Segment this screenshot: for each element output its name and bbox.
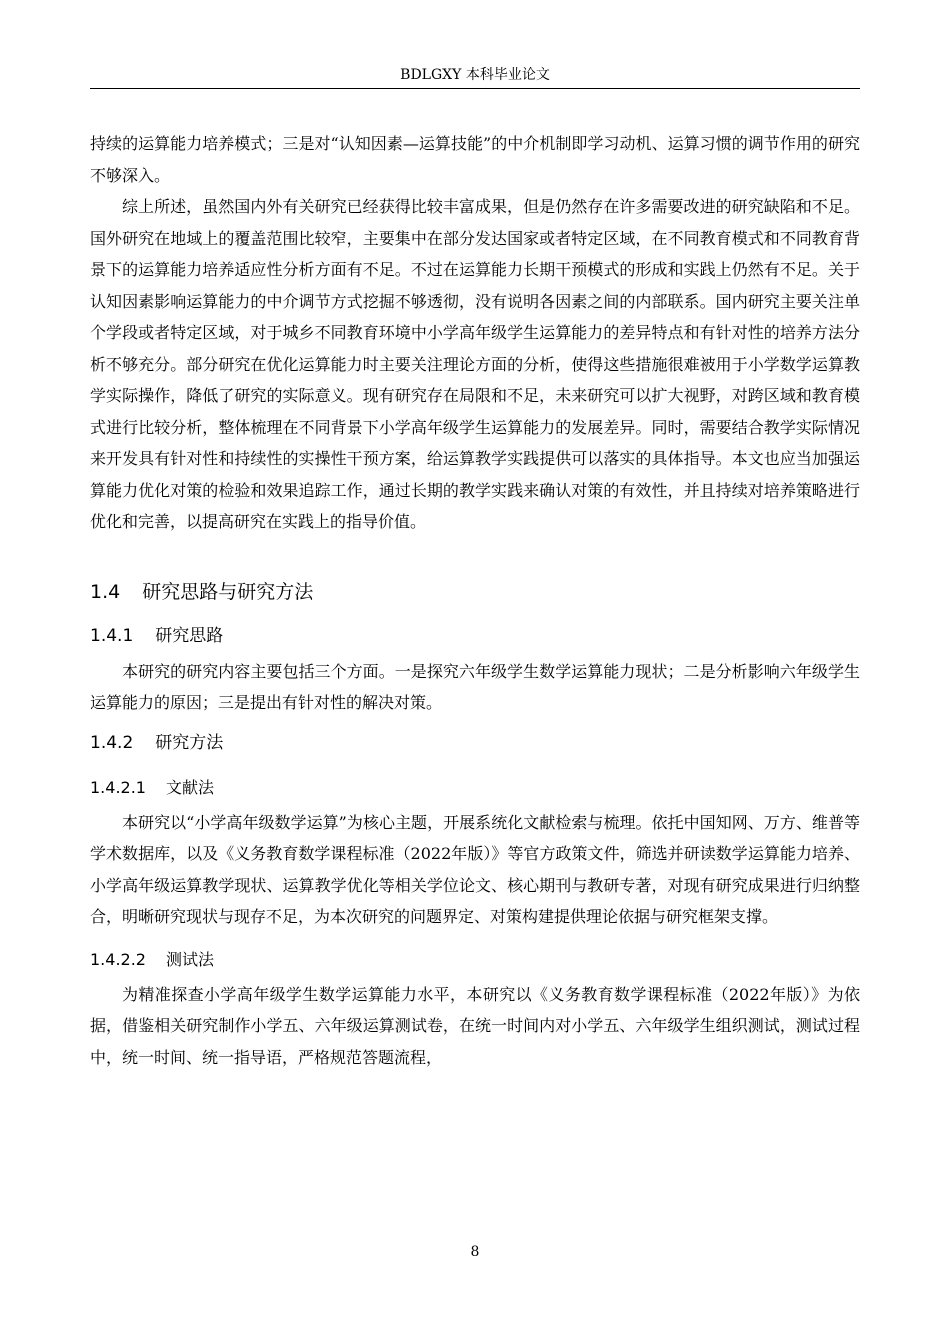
- section-number: 1.4.2.2: [90, 949, 146, 969]
- section-title: 文献法: [165, 777, 214, 797]
- section-number: 1.4.1: [90, 625, 134, 646]
- section-heading-1-4-2-2: [90, 943, 860, 977]
- section-number: 1.4.2: [90, 732, 134, 753]
- paragraph-literature-method: 本研究以“小学高年级数学运算”为核心主题，开展系统化文献检索与梳理。依托中国知网、万方、维普等学术数据库，以及《义务教育数学课程标准（2022年版）》等官方政策文件，筛选并研读数学运算能力培养、小学高年级运算教学现状、运算教学优化等相关学位论文、核心期刊与教研专著，对现有研究成果进行归纳整合，明晰研究现状与现存不足，为本次研究的问题界定、对策构建提供理论依据与研究框架支撑。: [90, 812, 860, 926]
- paragraph-test-method: 为精准探查小学高年级学生数学运算能力水平，本研究以《义务教育数学课程标准（2022年版）》为依据，借鉴相关研究制作小学五、六年级运算测试卷，在统一时间内对小学五、六年级学生组织测试，测试过程中，统一时间、统一指导语，严格规范答题流程，: [90, 984, 860, 1067]
- section-number: 1.4.2.1: [90, 777, 146, 797]
- paragraph-continuation: 持续的运算能力培养模式；三是对“认知因素—运算技能”的中介机制即学习动机、运算习惯的调节作用的研究不够深入。: [90, 134, 860, 185]
- section-heading-1-4: [90, 572, 860, 612]
- section-title: 研究思路与研究方法: [142, 580, 314, 603]
- page-body: [90, 128, 860, 1073]
- paragraph-research-approach: 本研究的研究内容主要包括三个方面。一是探究六年级学生数学运算能力现状；二是分析影响六年级学生运算能力的原因；三是提出有针对性的解决对策。: [90, 661, 860, 712]
- section-title: 测试法: [165, 949, 214, 969]
- section-heading-1-4-1: [90, 618, 860, 654]
- section-title: 研究思路: [155, 625, 224, 646]
- section-heading-1-4-2: [90, 725, 860, 761]
- section-number: 1.4: [90, 580, 121, 603]
- running-header: BDLGXY 本科毕业论文: [90, 62, 860, 89]
- page-number: 8: [470, 1244, 480, 1260]
- paragraph-summary: 综上所述，虽然国内外有关研究已经获得比较丰富成果，但是仍然存在许多需要改进的研究缺陷和不足。国外研究在地域上的覆盖范围比较窄，主要集中在部分发达国家或者特定区域，在不同教育模式和不同教育背景下的运算能力培养适应性分析方面有不足。不过在运算能力长期干预模式的形成和实践上仍然有不足。关于认知因素影响运算能力的中介调节方式挖掘不够透彻，没有说明各因素之间的内部联系。国内研究主要关注单个学段或者特定区域，对于城乡不同教育环境中小学高年级学生运算能力的差异特点和有针对性的培养方法分析不够充分。部分研究在优化运算能力时主要关注理论方面的分析，使得这些措施很难被用于小学数学运算教学实际操作，降低了研究的实际意义。现有研究存在局限和不足，未来研究可以扩大视野，对跨区域和教育模式进行比较分析，整体梳理在不同背景下小学高年级学生运算能力的发展差异。同时，需要结合教学实际情况来开发具有针对性和持续性的实操性干预方案，给运算教学实践提供可以落实的具体指导。本文也应当加强运算能力优化对策的检验和效果追踪工作，通过长期的教学实践来确认对策的有效性，并且持续对培养策略进行优化和完善，以提高研究在实践上的指导价值。: [90, 197, 860, 531]
- section-title: 研究方法: [155, 732, 224, 753]
- section-heading-1-4-2-1: [90, 771, 860, 805]
